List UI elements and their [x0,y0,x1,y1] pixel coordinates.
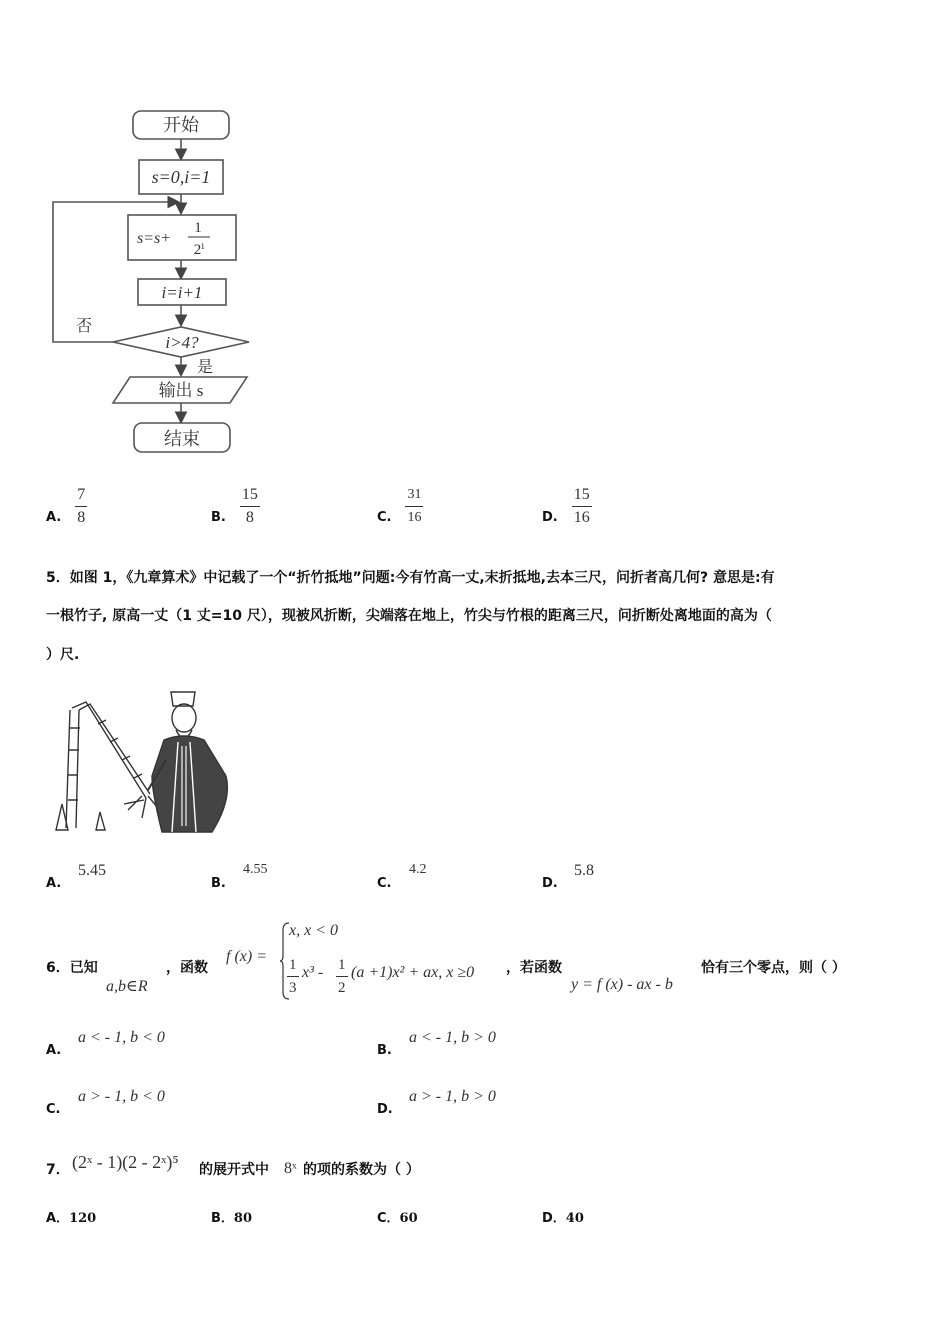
option-value: 4.55 [243,862,268,877]
flow-sum-num: 1 [194,220,202,236]
option-letter: A. [46,510,62,525]
option-fraction: $\frac{15}{16}$ [573,486,590,526]
q7-term: 8ˣ [284,1160,297,1177]
option-letter: B. [211,510,226,525]
option-value: a < - 1, b > 0 [409,1029,496,1046]
q6-condition: a,b∈R [106,978,148,995]
q7-option-a[interactable] [46,1207,96,1226]
flow-output-label: 输出 s [158,381,204,400]
option-value: 60 [399,1211,418,1226]
q6-mid: ，函数 [166,960,208,976]
bamboo-scholar-illustration [46,680,236,840]
flow-yes-label: 是 [197,359,214,376]
option-fraction: $\frac{7}{8}$ [77,486,86,526]
q6-prefix: 6．已知 [46,960,98,976]
q6-frac-half: $\frac{1}{2}$ [336,954,348,999]
flow-no-label: 否 [76,318,93,335]
q7-expression: (2ˣ - 1)(2 - 2ˣ)⁵ [72,1152,179,1172]
option-value: 4.2 [409,862,427,877]
q5-line-1: 5．如图 1，《九章算术》中记载了一个“折竹抵地”问题:今有竹高一丈,末折抵地,去本三尺，问折者高几何? 意思是:有 [46,570,775,586]
flow-sum-prefix: s=s+ [136,230,171,247]
option-letter: B. [377,1043,392,1058]
q7-prefix: 7． [46,1162,70,1178]
option-letter: C. [377,510,392,525]
option-letter: A． [46,1211,70,1226]
q6-case-1: x, x < 0 [289,922,338,939]
flow-decision-label: i>4? [165,333,199,352]
option-letter: C. [46,1102,61,1117]
q5-line-2: 一根竹子, 原高一丈（1 丈=10 尺），现被风折断，尖端落在地上，竹尖与竹根的距离三尺，问折断处离地面的高为（ [46,608,772,624]
q6-y: y = f (x) - ax - b [571,976,673,993]
q4-option-d[interactable] [542,484,592,529]
q6-fx: f (x) = [226,948,267,965]
q7-option-c[interactable] [377,1207,418,1226]
option-value: a > - 1, b < 0 [78,1088,165,1105]
option-letter: A. [46,1043,62,1058]
option-letter: D. [542,876,558,891]
option-value: 120 [69,1211,97,1226]
q7-option-d[interactable] [542,1207,584,1226]
q6-case-2-tail: x³ - [302,964,324,981]
flow-sum-den: 2ⁱ [193,242,205,258]
flow-end-label: 结束 [164,429,200,449]
flow-inc-label: i=i+1 [161,283,203,302]
q6-case-2-end: (a +1)x² + ax, x ≥0 [351,964,475,981]
q6-after: ，若函数 [506,960,562,976]
option-letter: B． [211,1211,234,1226]
q7-option-b[interactable] [211,1207,252,1226]
option-fraction: $\frac{31}{16}$ [405,484,423,529]
q7-end: 的项的系数为（ ） [303,1162,420,1178]
q4-option-a[interactable] [46,484,87,529]
option-fraction: $\frac{15}{8}$ [241,486,258,526]
flow-init-label: s=0,i=1 [151,167,211,187]
option-letter: C． [377,1211,400,1226]
option-letter: A. [46,876,62,891]
option-letter: B. [211,876,226,891]
flow-start-label: 开始 [163,115,199,135]
option-value: 80 [233,1211,253,1226]
q4-option-b[interactable] [211,484,260,529]
q6-frac-third: $\frac{1}{3}$ [287,954,299,999]
option-letter: D. [542,510,558,525]
option-letter: D． [542,1211,566,1226]
q5-line-3: ）尺. [46,647,80,663]
option-value: a < - 1, b < 0 [78,1029,165,1046]
q4-option-c[interactable] [377,484,423,529]
option-value: 5.8 [574,862,594,879]
option-letter: D. [377,1102,393,1117]
q6-end: 恰有三个零点，则（ ） [701,960,846,976]
option-value: 40 [565,1211,584,1226]
q7-middle: 的展开式中 [199,1162,269,1178]
option-value: 5.45 [78,862,106,879]
option-letter: C. [377,876,392,891]
flowchart [40,100,270,470]
option-value: a > - 1, b > 0 [409,1088,496,1105]
